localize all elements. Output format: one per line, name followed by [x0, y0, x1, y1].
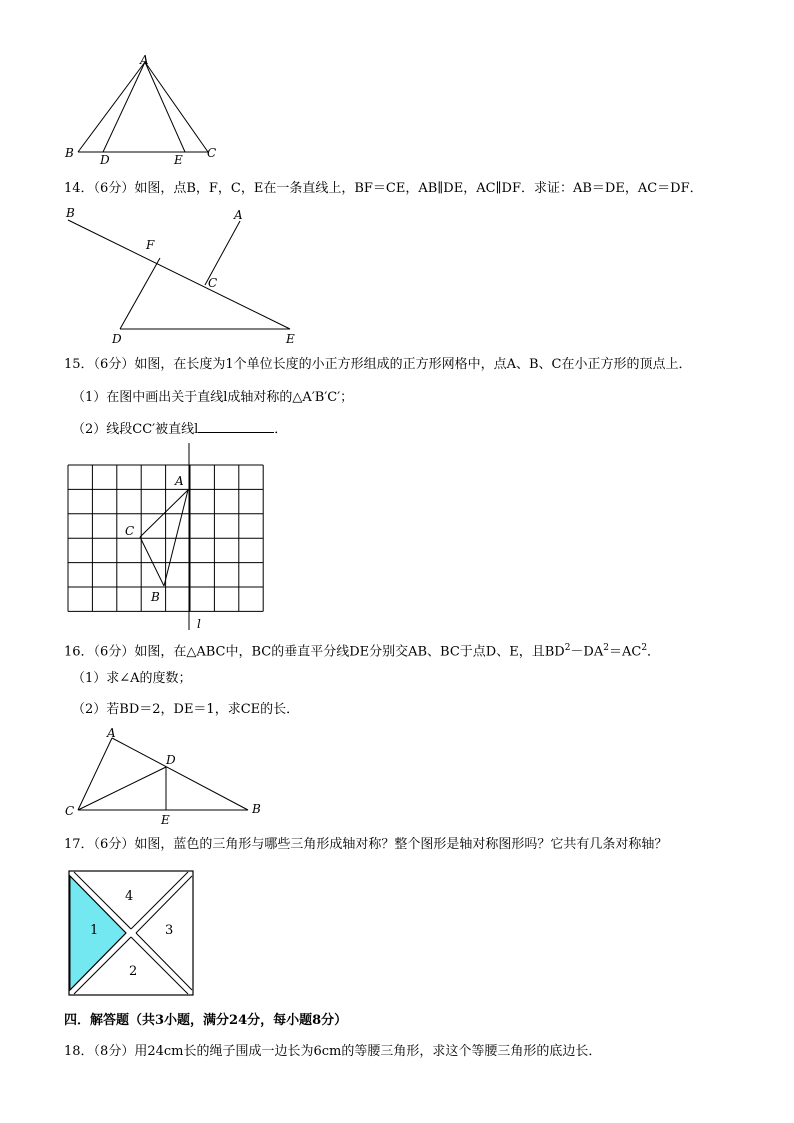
- question-16: 16．（6分）如图，在△ABC中，BC的垂直平分线DE分别交AB、BC于点D、E，且$BD^2-DA^2=AC^2$．: [64, 643, 661, 660]
- label-e: E: [161, 813, 170, 827]
- label-a: A: [140, 53, 149, 67]
- label-1: 1: [90, 923, 99, 938]
- question-score: （6分）: [93, 181, 135, 196]
- triangle-figure-16: [58, 724, 278, 834]
- question-16-sub-2: （2）若BD＝2，DE＝1，求CE的长．: [72, 702, 300, 717]
- question-number: 16．: [64, 644, 94, 660]
- question-score: （6分）: [93, 644, 135, 660]
- label-c: C: [208, 276, 218, 290]
- question-score: （8分）: [93, 1044, 135, 1059]
- label-b: B: [252, 802, 261, 816]
- answer-blank[interactable]: [198, 420, 274, 433]
- label-4: 4: [125, 889, 134, 904]
- question-16-sub-1: （1）求∠A的度数；: [72, 671, 192, 686]
- question-number: 18．: [64, 1044, 94, 1059]
- question-15-sub-2: （2）线段CC′被直线l ．: [72, 422, 288, 437]
- label-d: D: [100, 153, 110, 167]
- label-c: C: [207, 146, 217, 160]
- label-b: B: [65, 146, 74, 160]
- label-c: C: [65, 804, 75, 818]
- square-figure-17: [65, 867, 200, 1002]
- label-a: A: [234, 208, 243, 222]
- section-title: 四．解答题（共3小题，满分24分，每小题8分）: [64, 1013, 348, 1028]
- label-e: E: [286, 332, 295, 346]
- label-a: A: [107, 726, 116, 740]
- question-15-sub-1: （1）在图中画出关于直线l成轴对称的△A′B′C′；: [72, 390, 354, 405]
- label-d: D: [112, 332, 122, 346]
- question-number: 15．: [64, 357, 94, 372]
- label-d: D: [166, 753, 176, 767]
- question-15: [64, 356, 692, 374]
- grid-figure-15: [60, 440, 280, 635]
- question-text: 如图，在长度为1个单位长度的小正方形组成的正方形网格中，点A、B、C在小正方形的顶点上．: [134, 357, 692, 372]
- question-score: （6分）: [93, 837, 135, 852]
- label-l: l: [197, 617, 201, 631]
- question-number: 14．: [64, 181, 94, 196]
- question-14: [64, 180, 703, 198]
- label-b: B: [151, 590, 160, 604]
- label-3: 3: [165, 923, 174, 938]
- label-b: B: [66, 206, 75, 220]
- label-c: C: [125, 524, 135, 538]
- question-text: 用24cm长的绳子围成一边长为6cm的等腰三角形，求这个等腰三角形的底边长．: [134, 1044, 602, 1059]
- question-score: （6分）: [93, 357, 135, 372]
- label-a: A: [175, 474, 184, 488]
- question-text: 如图，点B，F，C，E在一条直线上，BF＝CE，AB∥DE，AC∥DF．求证：AB＝DE，AC＝DF．: [134, 181, 703, 196]
- triangle-figure-13: [55, 50, 235, 170]
- label-f: F: [146, 238, 155, 252]
- question-text: 如图，蓝色的三角形与哪些三角形成轴对称？整个图形是轴对称图形吗？它共有几条对称轴？: [134, 837, 668, 852]
- figure-14: [60, 203, 310, 348]
- question-number: 17．: [64, 837, 94, 852]
- question-18: [64, 1043, 601, 1061]
- label-2: 2: [129, 964, 138, 979]
- label-e: E: [174, 153, 183, 167]
- question-17: [64, 836, 667, 854]
